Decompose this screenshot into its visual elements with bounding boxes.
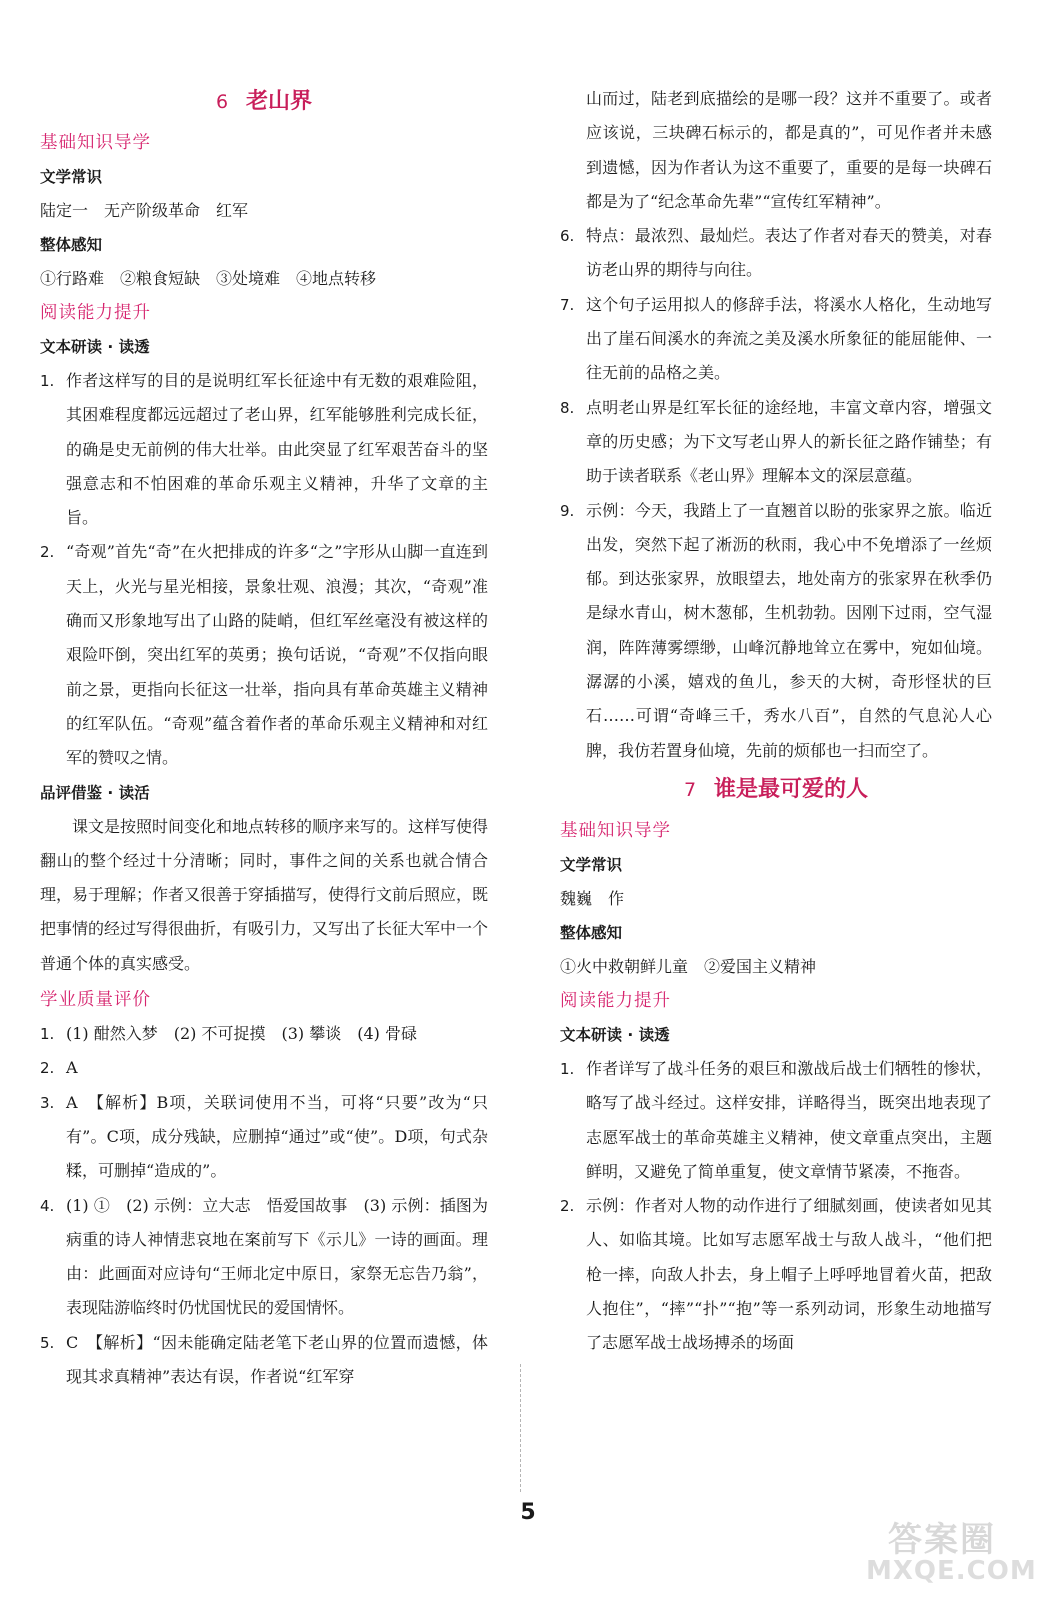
item-text: A 【解析】B项，关联词使用不当，可将“只要”改为“只有”。C项，成分残缺，应删掉“通过”或“使”。D项，句式杂糅，可删掉“造成的”。 bbox=[66, 1092, 488, 1181]
item-number: 4. bbox=[40, 1196, 55, 1215]
item-number: 1. bbox=[40, 372, 55, 390]
answer-item bbox=[40, 1189, 488, 1326]
answer-item bbox=[560, 219, 992, 288]
answer-item bbox=[560, 494, 992, 768]
subhead-overall-perception: 整体感知 bbox=[560, 923, 623, 942]
subhead-overall-perception: 整体感知 bbox=[40, 236, 103, 254]
item-text: (1) 酣然入梦 (2) 不可捉摸 (3) 攀谈 (4) 骨碌 bbox=[66, 1024, 418, 1044]
item-number: 2. bbox=[40, 1059, 55, 1078]
chapter-number: 6 bbox=[215, 91, 229, 113]
item-number: 2. bbox=[560, 1197, 575, 1216]
item-text: “奇观”首先“奇”在火把排成的许多“之”字形从山脚一直连到天上，火光与星光相接，景象壮观、浪漫；其次，“奇观”准确而又形象地写出了山路的陡峭，但红军丝毫没有被这样的艰险吓倒，突出红军的英勇；换句话说，“奇观”不仅指向眼前之景，更指向长征这一壮举，指向具有革命英雄主义精神的红军队伍。“奇观”蕴含着作者的革命乐观主义精神和对红军的赞叹之情。 bbox=[66, 542, 488, 768]
chapter-number: 7 bbox=[683, 778, 697, 801]
section-reading-ability: 阅读能力提升 bbox=[560, 990, 671, 1011]
item-number: 7. bbox=[560, 295, 575, 314]
subhead-appreciation: 品评借鉴 · 读活 bbox=[40, 783, 150, 802]
answer-item bbox=[40, 1086, 488, 1189]
item-text: (1) ① (2) 示例：立大志 悟爱国故事 (3) 示例：插图为病重的诗人神情悲哀地在案前写下《示儿》一诗的画面。理由：此画面对应诗句“王师北定中原日，家祭无忘告乃翁”，表现陆游临终时仍忧国忧民的爱国情怀。 bbox=[66, 1195, 488, 1318]
answer-item bbox=[560, 1189, 992, 1360]
chapter-heading-6 bbox=[40, 80, 488, 126]
item-text: 特点：最浓烈、最灿烂。表达了作者对春天的赞美，对春访老山界的期待与向往。 bbox=[586, 226, 992, 280]
chapter-title: 谁是最可爱的人 bbox=[714, 775, 869, 802]
left-column bbox=[40, 80, 488, 1394]
item-text: 点明老山界是红军长征的途经地，丰富文章内容，增强文章的历史感；为下文写老山界人的新长征之路作铺垫；有助于读者联系《老山界》理解本文的深层意蕴。 bbox=[586, 397, 992, 486]
section-basic-knowledge: 基础知识导学 bbox=[560, 820, 671, 841]
answer-item bbox=[40, 1326, 488, 1395]
item-text: 示例：今天，我踏上了一直翘首以盼的张家界之旅。临近出发，突然下起了淅沥的秋雨，我心中不免增添了一丝烦郁。到达张家界，放眼望去，地处南方的张家界在秋季仍是绿水青山，树木葱郁，生机勃勃。因刚下过雨，空气湿润，阵阵薄雾缥缈，山峰沉静地耸立在雾中，宛如仙境。潺潺的小溪，嬉戏的鱼儿，参天的大树，奇形怪状的巨石……可谓“奇峰三千，秀水八百”，自然的气息沁人心脾，我仿若置身仙境，先前的烦郁也一扫而空了。 bbox=[586, 500, 992, 760]
continued-answer-text: 山而过，陆老到底描绘的是哪一段？这并不重要了。或者应该说，三块碑石标示的，都是真的”，可见作者并未感到遗憾，因为作者认为这不重要了，重要的是每一块碑石都是为了“纪念革命先辈”“宣传红军精神”。 bbox=[586, 89, 992, 211]
item-text: 示例：作者对人物的动作进行了细腻刻画，使读者如见其人、如临其境。比如写志愿军战士与敌人战斗，“他们把枪一摔，向敌人扑去，身上帽子上呼呼地冒着火苗，把敌人抱住”，“摔”“扑”“抱”等一系列动词，形象生动地描写了志愿军战士战场搏杀的场面 bbox=[586, 1196, 992, 1353]
item-text: C 【解析】“因未能确定陆老笔下老山界的位置而遗憾，体现其求真精神”表达有误，作者说“红军穿 bbox=[66, 1332, 488, 1387]
watermark-logo: 答案圈 bbox=[888, 1520, 996, 1560]
section-basic-knowledge: 基础知识导学 bbox=[40, 133, 151, 153]
page-number: 5 bbox=[520, 1500, 536, 1525]
item-number: 6. bbox=[560, 227, 575, 246]
watermark bbox=[858, 1512, 1048, 1592]
item-text: 这个句子运用拟人的修辞手法，将溪水人格化，生动地写出了崖石间溪水的奔流之美及溪水所象征的能屈能伸、一往无前的品格之美。 bbox=[586, 294, 992, 383]
subhead-text-study: 文本研读 · 读透 bbox=[560, 1025, 670, 1044]
item-text: 作者详写了战斗任务的艰巨和激战后战士们牺牲的惨状，略写了战斗经过。这样安排，详略得当，既突出地表现了志愿军战士的革命英雄主义精神，使文章重点突出，主题鲜明，又避免了简单重复，使文章情节紧凑，不拖沓。 bbox=[586, 1058, 992, 1181]
answer-item bbox=[40, 1017, 488, 1051]
answer-item bbox=[560, 288, 992, 391]
overall-perception-answer: ①行路难 ②粮食短缺 ③处境难 ④地点转移 bbox=[40, 269, 377, 288]
chapter-title: 老山界 bbox=[246, 88, 313, 114]
answer-item bbox=[40, 535, 488, 775]
subhead-text-study: 文本研读 · 读透 bbox=[40, 338, 150, 356]
overall-perception-answer: ①火中救朝鲜儿童 ②爱国主义精神 bbox=[560, 956, 817, 976]
item-number: 2. bbox=[40, 543, 55, 562]
column-divider bbox=[520, 1364, 521, 1492]
item-number: 5. bbox=[40, 1333, 55, 1352]
chapter-heading-7 bbox=[560, 768, 992, 814]
subhead-literary-knowledge: 文学常识 bbox=[560, 855, 623, 874]
item-number: 1. bbox=[560, 1059, 575, 1078]
item-number: 9. bbox=[560, 501, 575, 520]
item-number: 3. bbox=[40, 1093, 55, 1112]
right-column bbox=[560, 82, 992, 1361]
section-reading-ability: 阅读能力提升 bbox=[40, 303, 151, 323]
answer-item bbox=[40, 1051, 488, 1085]
answer-item bbox=[560, 391, 992, 494]
section-quality-evaluation: 学业质量评价 bbox=[40, 990, 151, 1011]
answer-item bbox=[40, 364, 488, 535]
item-text: A bbox=[66, 1058, 78, 1078]
item-number: 8. bbox=[560, 398, 575, 417]
subhead-literary-knowledge: 文学常识 bbox=[40, 168, 103, 186]
watermark-url: MXQE.COM bbox=[866, 1556, 1037, 1586]
appreciation-paragraph: 课文是按照时间变化和地点转移的顺序来写的。这样写使得翻山的整个经过十分清晰；同时，事件之间的关系也就合情合理，易于理解；作者又很善于穿插描写，使得行文前后照应，既把事情的经过写得很曲折，有吸引力，又写出了长征大军中一个普通个体的真实感受。 bbox=[40, 816, 489, 973]
answer-item bbox=[560, 1052, 992, 1189]
item-text: 作者这样写的目的是说明红军长征途中有无数的艰难险阻，其困难程度都远远超过了老山界，红军能够胜利完成长征，的确是史无前例的伟大壮举。由此突显了红军艰苦奋斗的坚强意志和不怕困难的革命乐观主义精神，升华了文章的主旨。 bbox=[66, 371, 488, 528]
item-number: 1. bbox=[40, 1025, 55, 1044]
literary-knowledge-answer: 魏巍 作 bbox=[560, 888, 625, 908]
literary-knowledge-answer: 陆定一 无产阶级革命 红军 bbox=[40, 201, 249, 220]
